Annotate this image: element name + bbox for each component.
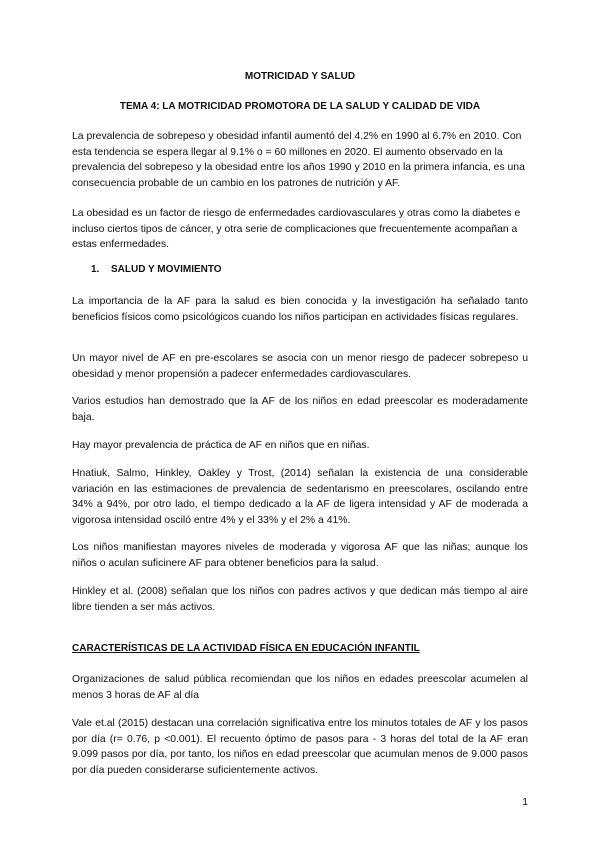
section-1-paragraph-5: Hnatiuk, Salmo, Hinkley, Oakley y Trost, (2014) señalan la existencia de una considerable variación en las estimaciones de prevalencia de sedentarismo en preescolares, oscilando entre 34% a 94%, por otro lado, el tiempo dedicado a la AF de ligera intensidad y AF de moderada a vigorosa intensidad osciló entre 4% y el 33% y el 2% a 41%. [72, 468, 528, 526]
intro-paragraph-2: La obesidad es un factor de riesgo de enfermedades cardiovasculares y otras como la diabetes e incluso ciertos tipos de cáncer, y otra serie de complicaciones que frecuentemente acompañan a estas enfermedades. [72, 208, 521, 250]
section-2-paragraph-1: Organizaciones de salud pública recomiendan que los niños en edades preescolar acumelen al menos 3 horas de AF al día [72, 674, 528, 701]
section-2-paragraph-2: Vale et.al (2015) destacan una correlación significativa entre los minutos totales de AF y los pasos por día (r= 0.76, p <0.001). El recuento óptimo de pasos para - 3 horas del total de la AF eran 9.099 pasos por día, por tanto, los niños en edad preescolar que acumulan menos de 9.000 pasos por día pueden considerarse suficientemente activos. [72, 718, 528, 776]
document-title: MOTRICIDAD Y SALUD [244, 71, 356, 82]
section-1-paragraph-3: Varios estudios han demostrado que la AF de los niños en edad preescolar es moderadamente baja. [72, 396, 528, 423]
section-1-paragraph-1: La importancia de la AF para la salud es bien conocida y la investigación ha señalado tanto beneficios físicos como psicológicos cuando los niños participan en actividades físicas regulares. [72, 296, 528, 323]
intro-paragraph-1: La prevalencia de sobrepeso y obesidad infantil aumentó del 4.2% en 1990 al 6.7% en 2010. Con esta tendencia se espera llegar al 9.1% o = 60 millones en 2020. El aumento observado en la prevalencia del sobrepeso y la obesidad entre los años 1990 y 2010 en la primera infancia, es una consecuencia probable de un cambio en los patrones de nutrición y AF. [72, 131, 525, 189]
section-2-heading: CARACTERÍSTICAS DE LA ACTIVIDAD FÍSICA EN EDUCACIÓN INFANTIL [72, 643, 420, 654]
document-subtitle: TEMA 4: LA MOTRICIDAD PROMOTORA DE LA SALUD Y CALIDAD DE VIDA [119, 101, 481, 112]
section-1-paragraph-2: Un mayor nivel de AF en pre-escolares se asocia con un menor riesgo de padecer sobrepeso u obesidad y menor propensión a padecer enfermedades cardiovasculares. [72, 353, 528, 380]
page-number: 1 [522, 797, 528, 808]
section-1-number: 1. [91, 264, 100, 275]
section-1-paragraph-6: Los niños manifiestan mayores niveles de moderada y vigorosa AF que las niñas; aunque los niños o aculan suficinere AF para obtener beneficios para la salud. [72, 542, 528, 569]
section-1-heading [91, 264, 222, 275]
section-1-paragraph-7: Hinkley et al. (2008) señalan que los niños con padres activos y que dedican más tiempo al aire libre tienden a ser más activos. [72, 586, 528, 613]
section-1-title: SALUD Y MOVIMIENTO [111, 264, 222, 275]
section-1-paragraph-4: Hay mayor prevalencia de práctica de AF en niños que en niñas. [72, 440, 370, 451]
